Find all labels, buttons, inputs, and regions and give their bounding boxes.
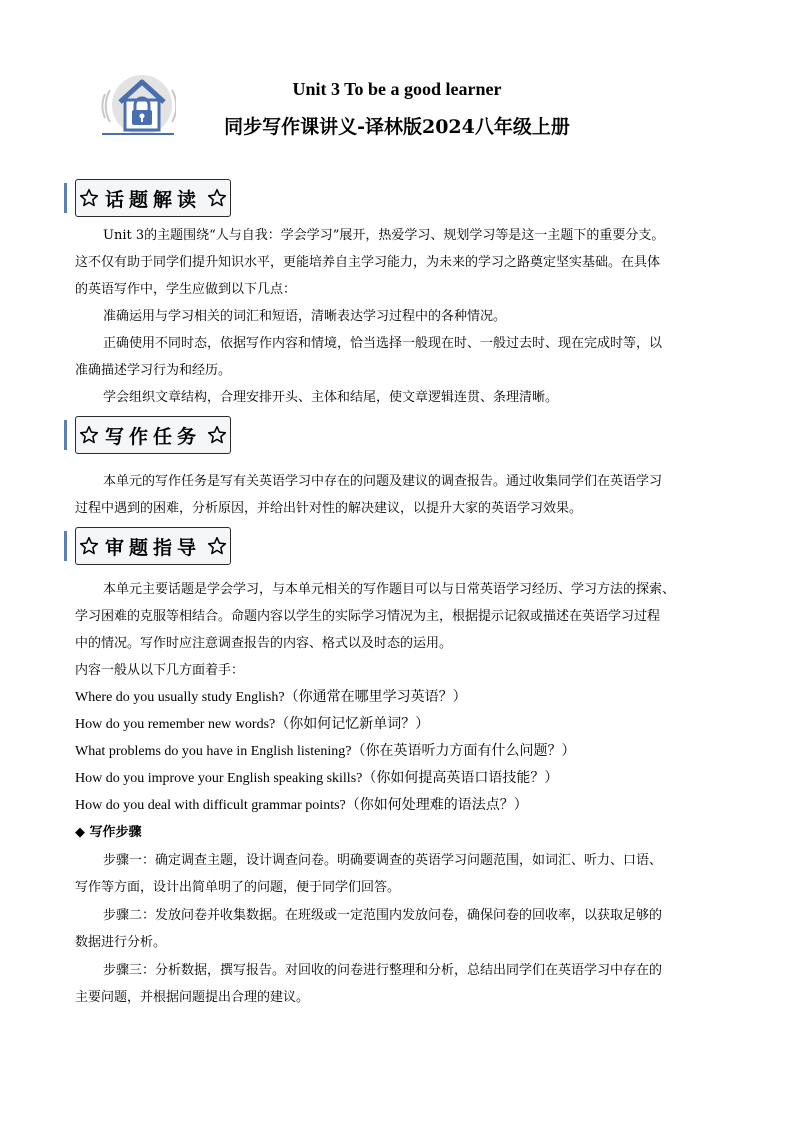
step-line: 主要问题，并根据问题提出合理的建议。: [75, 990, 310, 1005]
page-title: Unit 3 To be a good learner: [292, 79, 502, 99]
step-line: 步骤一：确定调查主题，设计调查问卷。明确要调查的英语学习问题范围，如词汇、听力、口语、: [103, 853, 663, 868]
section-title: 话题解读: [104, 188, 201, 211]
paragraph-line: 的英语写作中，学生应做到以下几点：: [75, 282, 297, 297]
paragraph-line: 本单元主要话题是学会学习，与本单元相关的写作题目可以与日常英语学习经历、学习方法的探索、: [103, 582, 676, 597]
question-item: Where do you usually study English?（你通常在哪里学习英语？）: [75, 690, 467, 705]
paragraph-line: 中的情况。写作时应注意调查报告的内容、格式以及时态的运用。: [75, 636, 453, 651]
star-outline-icon: [207, 536, 227, 556]
section-header-task: [75, 416, 231, 454]
section-header-guide: [75, 527, 231, 565]
star-outline-icon: [79, 536, 99, 556]
step-line: 步骤三：分析数据，撰写报告。对回收的问卷进行整理和分析，总结出同学们在英语学习中存在的: [103, 963, 663, 978]
house-lock-icon: [100, 72, 176, 138]
step-line: 数据进行分析。: [75, 935, 167, 950]
paragraph-line: 正确使用不同时态，依据写作内容和情境，恰当选择一般现在时、一般过去时、现在完成时等，以: [103, 336, 663, 351]
section-marker: [64, 531, 67, 561]
paragraph-line: 学会组织文章结构，合理安排开头、主体和结尾，使文章逻辑连贯、条理清晰。: [103, 390, 559, 405]
question-item: How do you deal with difficult grammar points?（你如何处理难的语法点？）: [75, 798, 528, 813]
paragraph-line: 本单元的写作任务是写有关英语学习中存在的问题及建议的调查报告。通过收集同学们在英语学习: [103, 474, 663, 489]
question-item: How do you remember new words?（你如何记忆新单词？）: [75, 717, 430, 732]
section-title: 审题指导: [104, 536, 201, 559]
paragraph-line: 准确描述学习行为和经历。: [75, 363, 232, 378]
paragraph-line: 过程中遇到的困难，分析原因，并给出针对性的解决建议，以提升大家的英语学习效果。: [75, 501, 583, 516]
step-line: 写作等方面，设计出简单明了的问题，便于同学们回答。: [75, 880, 401, 895]
paragraph-line: 这不仅有助于同学们提升知识水平，更能培养自主学习能力，为未来的学习之路奠定坚实基础。在具体: [75, 255, 661, 270]
question-item: What problems do you have in English listening?（你在英语听力方面有什么问题？）: [75, 744, 576, 759]
star-outline-icon: [79, 188, 99, 208]
section-title: 写作任务: [104, 425, 201, 448]
star-outline-icon: [207, 188, 227, 208]
section-marker: [64, 420, 67, 450]
paragraph-line: 准确运用与学习相关的词汇和短语，清晰表达学习过程中的各种情况。: [103, 309, 507, 324]
step-line: 步骤二：发放问卷并收集数据。在班级或一定范围内发放问卷，确保问卷的回收率，以获取足够的: [103, 908, 663, 923]
paragraph-line: 学习困难的克服等相结合。命题内容以学生的实际学习情况为主，根据提示记叙或描述在英语学习过程: [75, 609, 661, 624]
paragraph-line: 内容一般从以下几方面着手：: [75, 663, 245, 678]
section-header-topic: [75, 179, 231, 217]
steps-heading: ◆ 写作步骤: [75, 825, 142, 840]
page-subtitle: 同步写作课讲义-译林版2024八年级上册: [224, 116, 570, 138]
paragraph-line: Unit 3的主题围绕“人与自我：学会学习”展开，热爱学习、规划学习等是这一主题下的重要分支。: [103, 228, 665, 243]
star-outline-icon: [79, 425, 99, 445]
section-marker: [64, 183, 67, 213]
question-item: How do you improve your English speaking skills?（你如何提高英语口语技能？）: [75, 771, 559, 786]
star-outline-icon: [207, 425, 227, 445]
